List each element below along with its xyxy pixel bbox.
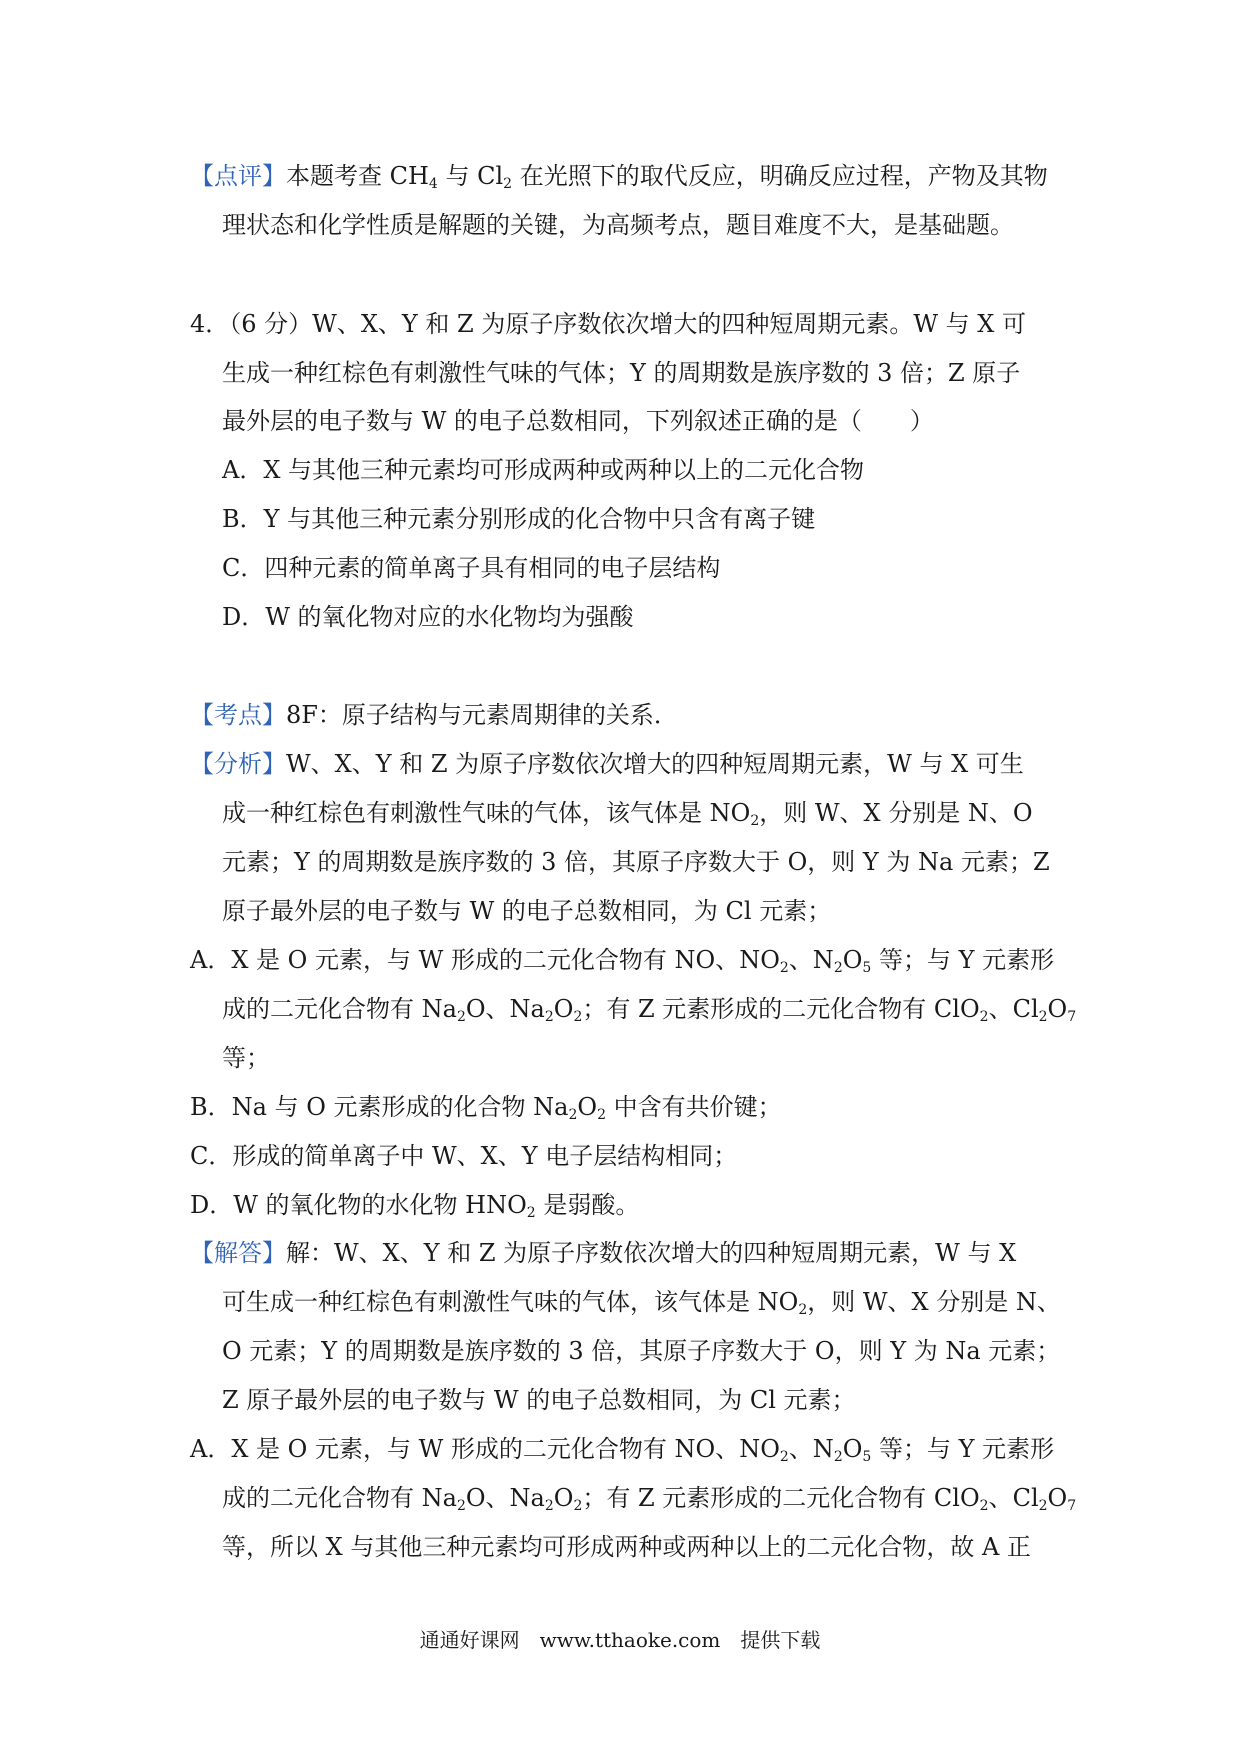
jieda-a-line-2: 成的二元化合物有 $Na_2O$、$Na_2O_2$；有 Z 元素形成的二元化合物有 ClO$_2$、$Cl_2O_7$ — [222, 1484, 1077, 1514]
fenxi-a-line-3: 等； — [222, 1044, 270, 1072]
jieda-line-3: O 元素；Y 的周期数是族序数的 3 倍，其原子序数大于 O，则 Y 为 Na 元素； — [222, 1337, 1061, 1365]
fenxi-line-4: 原子最外层的电子数与 W 的电子总数相同，为 Cl 元素； — [222, 897, 832, 925]
fenxi-line-1: 【分析】W、X、Y 和 Z 为原子序数依次增大的四种短周期元素，W 与 X 可生 — [190, 750, 1024, 778]
fenxi-d-line: D．W 的氧化物的水化物 $HNO_2$ 是弱酸。 — [190, 1191, 640, 1221]
jieda-line-2: 可生成一种红棕色有刺激性气味的气体，该气体是 $NO_2$，则 W、X 分别是 N、 — [222, 1288, 1061, 1318]
question-stem-2: 生成一种红棕色有刺激性气味的气体；Y 的周期数是族序数的 3 倍；Z 原子 — [222, 359, 1021, 387]
jieda-line-4: Z 原子最外层的电子数与 W 的电子总数相同，为 Cl 元素； — [222, 1386, 856, 1414]
option-b: B．Y 与其他三种元素分别形成的化合物中只含有离子键 — [222, 505, 816, 533]
fenxi-tag: 【分析】 — [190, 750, 286, 778]
fenxi-c-line: C．形成的简单离子中 W、X、Y 电子层结构相同； — [190, 1142, 738, 1170]
jieda-a-line-3: 等，所以 X 与其他三种元素均可形成两种或两种以上的二元化合物，故 A 正 — [222, 1533, 1031, 1561]
fenxi-line-3: 元素；Y 的周期数是族序数的 3 倍，其原子序数大于 O，则 Y 为 Na 元素；Z — [222, 848, 1050, 876]
option-a: A．X 与其他三种元素均可形成两种或两种以上的二元化合物 — [222, 456, 865, 484]
kaodian-tag: 【考点】 — [190, 701, 286, 729]
jieda-tag: 【解答】 — [190, 1239, 286, 1267]
question-stem-3: 最外层的电子数与 W 的电子总数相同，下列叙述正确的是（ ） — [222, 407, 934, 435]
review-line-1: 【点评】本题考查 $CH_4$ 与 $Cl_2$ 在光照下的取代反应，明确反应过程，产物及其物 — [190, 162, 1048, 192]
review-tag: 【点评】 — [190, 162, 286, 190]
review-line-2: 理状态和化学性质是解题的关键，为高频考点，题目难度不大，是基础题。 — [222, 211, 1014, 239]
question-stem-1: 4．（6 分）W、X、Y 和 Z 为原子序数依次增大的四种短周期元素。W 与 X 可 — [190, 310, 1026, 338]
fenxi-a-line-2: 成的二元化合物有 $Na_2O$、$Na_2O_2$；有 Z 元素形成的二元化合物有 ClO$_2$、$Cl_2O_7$ — [222, 995, 1077, 1025]
jieda-line-1: 【解答】解：W、X、Y 和 Z 为原子序数依次增大的四种短周期元素，W 与 X — [190, 1239, 1017, 1267]
fenxi-line-2: 成一种红棕色有刺激性气味的气体，该气体是 $NO_2$，则 W、X 分别是 N、O — [222, 799, 1033, 829]
option-d: D．W 的氧化物对应的水化物均为强酸 — [222, 603, 634, 631]
kaodian-line: 【考点】8F：原子结构与元素周期律的关系． — [190, 701, 678, 729]
page-footer: 通通好课网 www.tthaoke.com 提供下载 — [419, 1628, 821, 1652]
fenxi-a-line-1: A．X 是 O 元素，与 W 形成的二元化合物有 NO、$NO_2$、$N_2O_5$ 等；与 Y 元素形 — [190, 946, 1055, 976]
option-c: C．四种元素的简单离子具有相同的电子层结构 — [222, 554, 721, 582]
jieda-a-line-1: A．X 是 O 元素，与 W 形成的二元化合物有 NO、$NO_2$、$N_2O_5$ 等；与 Y 元素形 — [190, 1435, 1055, 1465]
fenxi-b-line: B．Na 与 O 元素形成的化合物 $Na_2O_2$ 中含有共价键； — [190, 1093, 782, 1123]
